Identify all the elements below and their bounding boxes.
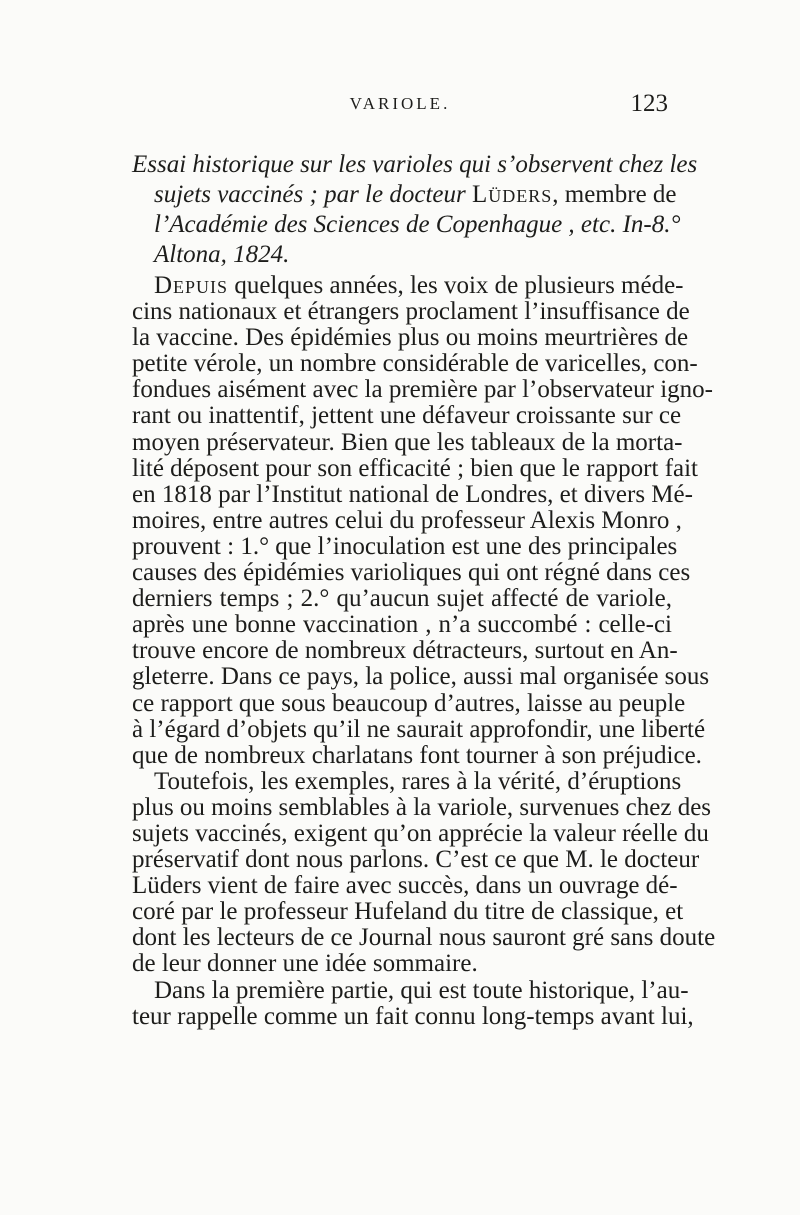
body-line: fondues aisément avec la première par l’observateur igno- (132, 376, 713, 404)
body-line: à l’égard d’objets qu’il ne saurait approfondir, une liberté (132, 715, 706, 743)
body-line: teur rappelle comme un fait connu long-temps avant lui, (132, 1002, 694, 1030)
body-line: prouvent : 1.° que l’inoculation est une des principales (132, 532, 678, 560)
body-line: coré par le professeur Hufeland du titre de classique, et (132, 898, 684, 926)
body-line: cins nationaux et étrangers proclament l’insuffisance de (132, 298, 690, 326)
citation-line-2a: sujets vaccinés ; par le docteur (154, 181, 472, 208)
opening-word: Depuis (154, 272, 229, 299)
body-line: derniers temps ; 2.° qu’aucun sujet affecté de variole, (132, 585, 672, 613)
body-line: causes des épidémies varioliques qui ont régné dans ces (132, 559, 691, 587)
body-line: moires, entre autres celui du professeur Alexis Monro , (132, 506, 682, 534)
body-line: la vaccine. Des épidémies plus ou moins meurtrières de (132, 324, 689, 352)
body-line: Lüders vient de faire avec succès, dans un ouvrage dé- (132, 872, 678, 900)
body-line: sujets vaccinés, exigent qu’on apprécie la valeur réelle du (132, 819, 709, 847)
citation-line-1: Essai historique sur les varioles qui s’observent chez les (132, 151, 698, 178)
citation-line-2 (132, 180, 677, 210)
body-line: gleterre. Dans ce pays, la police, aussi mal organisée sous (132, 663, 710, 691)
citation-line-4: Altona, 1824. (154, 241, 290, 268)
body-line: dont les lecteurs de ce Journal nous sauront gré sans doute (132, 924, 716, 952)
body-line: de leur donner une idée sommaire. (132, 950, 478, 978)
body-line: lité déposent pour son efficacité ; bien que le rapport fait (132, 454, 699, 482)
citation-author: Lüders (471, 181, 553, 208)
body-line: Depuis quelques années, les voix de plusieurs méde- (154, 272, 684, 299)
body-line: après une bonne vaccination , n’a succombé : celle-ci (132, 611, 672, 639)
body-line: préservatif dont nous parlons. C’est ce que M. le docteur (132, 846, 700, 874)
body-line: que de nombreux charlatans font tourner à son préjudice. (132, 741, 702, 769)
body-line: rant ou inattentif, jettent une défaveur croissante sur ce (132, 402, 682, 430)
body-line: trouve encore de nombreux détracteurs, surtout en An- (132, 637, 678, 665)
book-citation (132, 150, 698, 270)
running-head (130, 90, 670, 124)
body-line: en 1818 par l’Institut national de Londres, et divers Mé- (132, 480, 693, 508)
body-line: Toutefois, les exemples, rares à la vérité, d’éruptions (154, 767, 682, 795)
page-number: 123 (630, 90, 668, 117)
body-line: plus ou moins semblables à la variole, survenues chez des (132, 793, 712, 821)
body-line: ce rapport que sous beaucoup d’autres, laisse au peuple (132, 689, 686, 717)
citation-line-2b: , membre de (552, 181, 677, 208)
body-line: moyen préservateur. Bien que les tableaux de la morta- (132, 428, 683, 456)
article-body (132, 272, 716, 1030)
body-line: Dans la première partie, qui est toute historique, l’au- (154, 976, 689, 1004)
body-line: petite vérole, un nombre considérable de varicelles, con- (132, 350, 698, 378)
citation-line-3: l’Académie des Sciences de Copenhague , etc. In-8.° (154, 211, 681, 238)
running-title: VARIOLE. (349, 94, 451, 113)
